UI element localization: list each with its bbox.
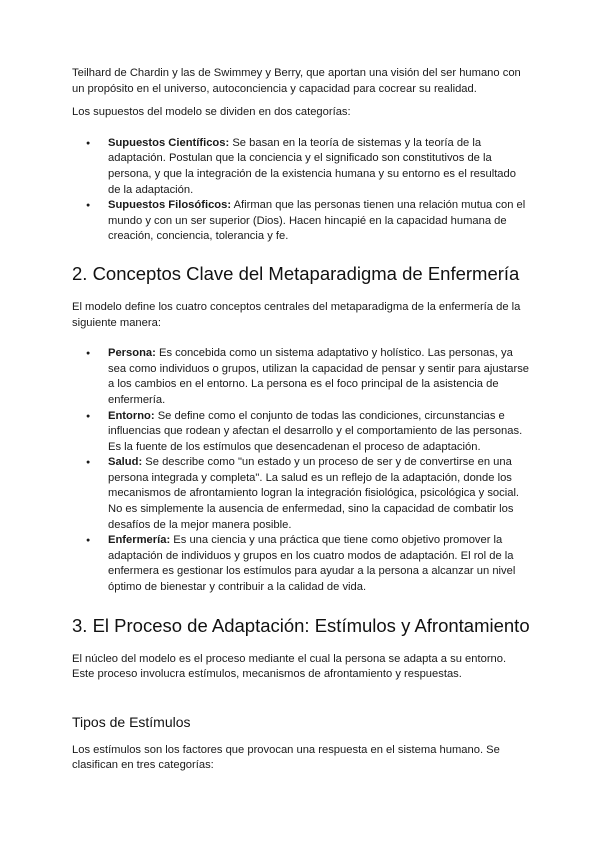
list-item	[72, 455, 530, 533]
list-item	[72, 409, 530, 456]
item-term: Supuestos Filosóficos:	[108, 199, 232, 212]
item-text: Se define como el conjunto de todas las condiciones, circunstancias e influencias que rodean y afectan el desarrollo y el comportamiento de las personas. Es la fuente de los estímulos que desencadenan el proceso de adaptación.	[108, 409, 523, 453]
item-term: Enfermería:	[108, 534, 171, 547]
item-term: Persona:	[108, 347, 156, 360]
section-2-lead: El modelo define los cuatro conceptos centrales del metaparadigma de la enfermería de la siguiente manera:	[72, 300, 521, 329]
item-text: Es concebida como un sistema adaptativo y holístico. Las personas, ya sea como individuos o grupos, utilizan la capacidad de pensar y sentir para ajustarse a los cambios en el entorno. La persona es el foco principal de la asistencia de enfermería.	[108, 347, 530, 406]
intro-paragraph: Teilhard de Chardin y las de Swimmey y Berry, que aportan una visión del ser humano con un propósito en el universo, autoconciencia y capacidad para cocrear su realidad.	[72, 67, 521, 95]
stimuli-lead: Los estímulos son los factores que provocan una respuesta en el sistema humano. Se clasifican en tres categorías:	[72, 743, 500, 772]
item-text: Se describe como "un estado y un proceso de ser y de convertirse en una persona integrada y completa". La salud es un reflejo de la adaptación, donde los mecanismos de afrontamiento logran la integración fisiológica, psicológica y social. No es simplemente la ausencia de enfermedad, sino la capacidad de combatir los desafíos de la mejor manera posible.	[108, 456, 520, 531]
item-text: Se basan en la teoría de sistemas y la teoría de la adaptación. Postulan que la conciencia y el significado son constitutivos de la persona, y que la integración de la existencia humana y su entorno es el resultado de la adaptación.	[108, 136, 516, 196]
item-term: Supuestos Científicos:	[108, 136, 230, 149]
list-item	[72, 346, 530, 408]
stimuli-subheading: Tipos de Estímulos	[72, 713, 191, 730]
assumptions-lead: Los supuestos del modelo se dividen en dos categorías:	[72, 106, 351, 119]
list-item	[72, 533, 530, 595]
section-3-lead: El núcleo del modelo es el proceso mediante el cual la persona se adapta a su entorno. Este proceso involucra estímulos, mecanismos de afrontamiento y respuestas.	[72, 652, 507, 681]
item-term: Entorno:	[108, 409, 155, 422]
list-item	[72, 136, 530, 198]
item-text: Afirman que las personas tienen una relación mutua con el mundo y con un ser superior (Dios). Hacen hincapié en la capacidad humana de creación, conciencia, tolerancia y fe.	[108, 199, 526, 243]
document-page	[72, 66, 530, 774]
section-3-heading: 3. El Proceso de Adaptación: Estímulos y Afrontamiento	[72, 614, 530, 636]
metaparadigm-list	[72, 346, 530, 596]
item-term: Salud:	[108, 456, 143, 469]
section-2-heading: 2. Conceptos Clave del Metaparadigma de Enfermería	[72, 262, 520, 284]
item-text: Es una ciencia y una práctica que tiene como objetivo promover la adaptación de individuos y grupos en los cuatro modos de adaptación. El rol de la enfermera es gestionar los estímulos para ayudar a la persona a alcanzar un nivel óptimo de bienestar y contribuir a la calidad de vida.	[108, 534, 516, 594]
list-item	[72, 198, 530, 245]
assumptions-list	[72, 136, 530, 245]
